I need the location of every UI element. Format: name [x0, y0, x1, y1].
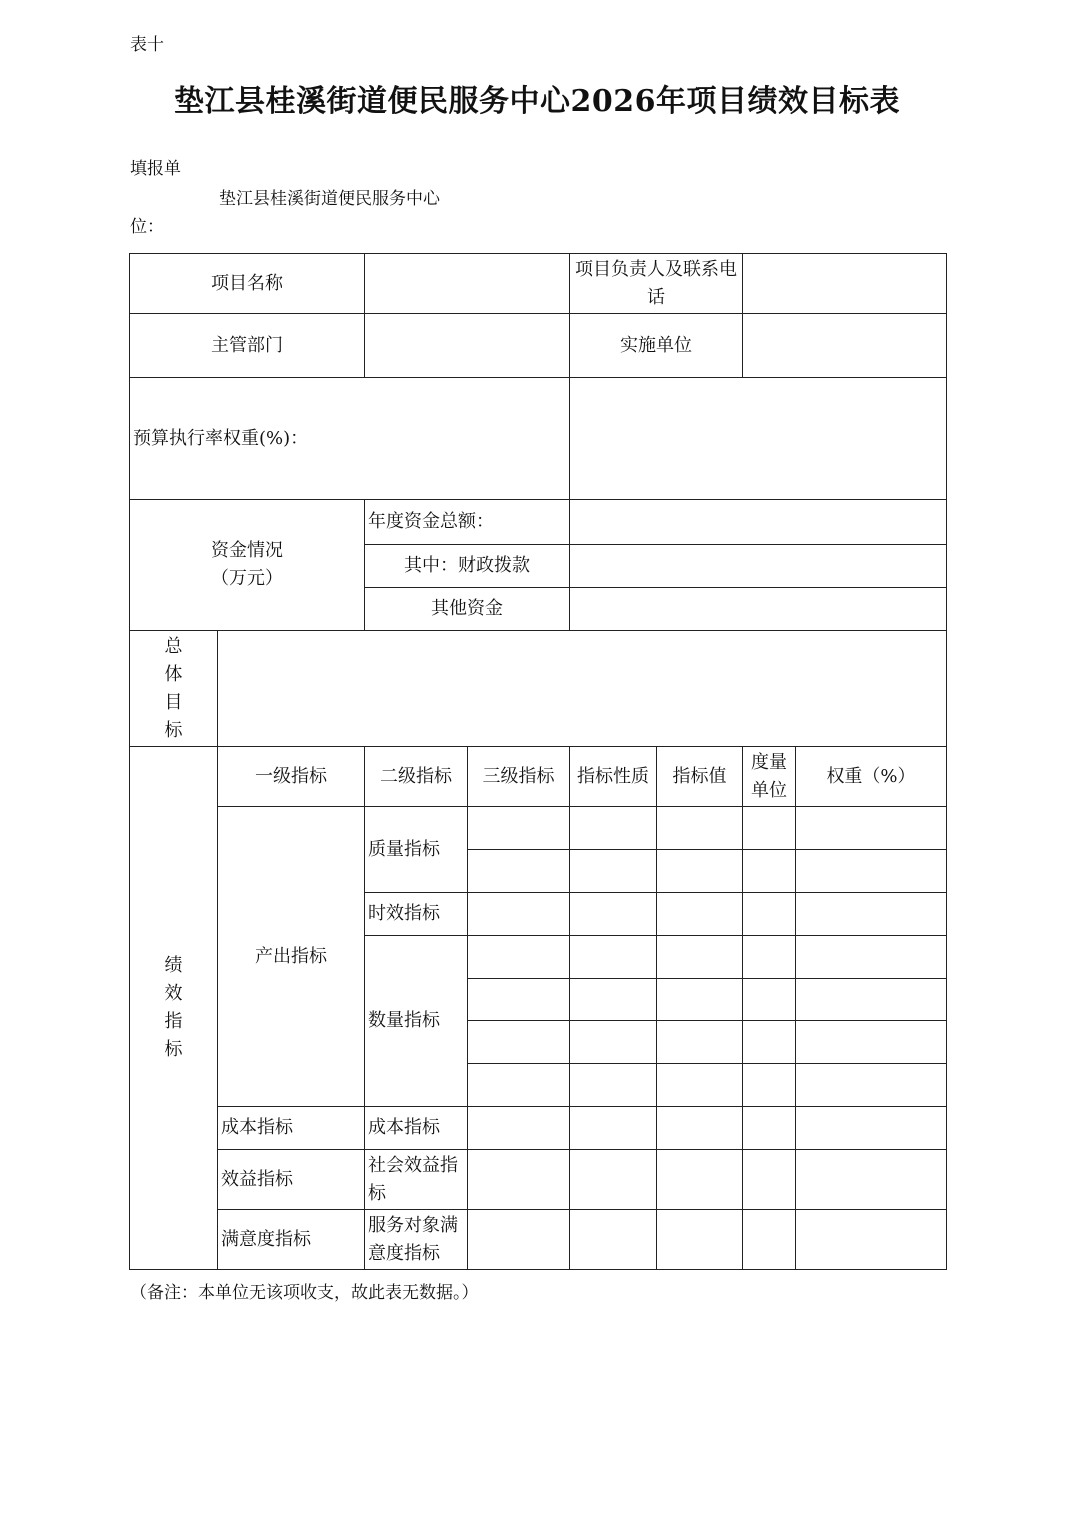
cell: [657, 979, 743, 1021]
header-value: 指标值: [657, 747, 743, 807]
dept-value: [365, 314, 570, 378]
cell: [796, 893, 947, 936]
funds-label-text: 资金情况（万元）: [211, 540, 283, 589]
cell: [468, 850, 570, 893]
cell: [468, 1107, 570, 1150]
cell: [796, 979, 947, 1021]
quantity-indicator-label: 数量指标: [365, 936, 468, 1107]
cell: [796, 807, 947, 850]
cell: [796, 936, 947, 979]
header-weight: 权重（%）: [796, 747, 947, 807]
satisfaction-level1-label: 满意度指标: [218, 1210, 365, 1270]
funds-fiscal-label: 其中：财政拨款: [365, 545, 570, 588]
cell: [743, 1210, 796, 1270]
project-name-label: 项目名称: [130, 254, 365, 314]
impl-value: [743, 314, 947, 378]
filler-label-line1: 填报单: [130, 159, 181, 179]
document-title: 垫江县桂溪街道便民服务中心2026年项目绩效目标表: [174, 84, 900, 119]
header-level2: 二级指标: [365, 747, 468, 807]
funds-total-value: [570, 500, 947, 545]
cell: [468, 807, 570, 850]
header-level3: 三级指标: [468, 747, 570, 807]
budget-rate-value: [570, 378, 947, 500]
cell: [743, 936, 796, 979]
cell: [743, 807, 796, 850]
cell: [657, 936, 743, 979]
cell: [657, 1064, 743, 1107]
performance-target-table: [129, 253, 947, 1270]
header-level1: 一级指标: [218, 747, 365, 807]
perf-indicator-text: 绩效指标: [164, 955, 183, 1060]
filler-label-line2: 位：: [130, 217, 164, 237]
funds-fiscal-value: [570, 545, 947, 588]
cell: [570, 1210, 657, 1270]
benefit-level1-label: 效益指标: [218, 1150, 365, 1210]
cell: [468, 1210, 570, 1270]
benefit-level2-label: 社会效益指标: [365, 1150, 468, 1210]
cost-level2-label: 成本指标: [365, 1107, 468, 1150]
cell: [743, 1150, 796, 1210]
funds-label: [130, 500, 365, 631]
cell: [468, 1064, 570, 1107]
impl-label: 实施单位: [570, 314, 743, 378]
dept-label: 主管部门: [130, 314, 365, 378]
overall-goal-value: [218, 631, 947, 747]
project-name-value: [365, 254, 570, 314]
output-indicator-label: 产出指标: [218, 807, 365, 1107]
header-nature: 指标性质: [570, 747, 657, 807]
cell: [743, 850, 796, 893]
cell: [468, 936, 570, 979]
cell: [796, 1021, 947, 1064]
cell: [468, 1021, 570, 1064]
cell: [743, 893, 796, 936]
contact-value: [743, 254, 947, 314]
perf-indicator-label: [130, 747, 218, 1270]
cell: [468, 893, 570, 936]
cell: [570, 979, 657, 1021]
cell: [743, 979, 796, 1021]
cell: [468, 1150, 570, 1210]
overall-goal-label: [130, 631, 218, 747]
cell: [796, 850, 947, 893]
timeliness-indicator-label: 时效指标: [365, 893, 468, 936]
funds-total-label: 年度资金总额：: [365, 500, 570, 545]
remark-note: （备注：本单位无该项收支，故此表无数据。）: [130, 1283, 479, 1303]
funds-other-value: [570, 588, 947, 631]
satisfaction-level2-label: 服务对象满意度指标: [365, 1210, 468, 1270]
cell: [796, 1210, 947, 1270]
budget-rate-label: 预算执行率权重(%)：: [130, 378, 570, 500]
cell: [570, 1150, 657, 1210]
cell: [657, 1210, 743, 1270]
cell: [657, 850, 743, 893]
cell: [657, 1107, 743, 1150]
filler-unit-value: 垫江县桂溪街道便民服务中心: [219, 189, 440, 209]
cell: [570, 893, 657, 936]
cell: [743, 1021, 796, 1064]
table-label: 表十: [130, 35, 164, 55]
cell: [570, 1064, 657, 1107]
cell: [657, 1021, 743, 1064]
contact-label: 项目负责人及联系电话: [570, 254, 743, 314]
quality-indicator-label: 质量指标: [365, 807, 468, 893]
cell: [743, 1107, 796, 1150]
cell: [657, 1150, 743, 1210]
overall-goal-text: 总体目标: [164, 635, 183, 741]
cell: [796, 1107, 947, 1150]
cell: [743, 1064, 796, 1107]
cell: [796, 1064, 947, 1107]
header-unit: 度量单位: [743, 747, 796, 807]
cell: [570, 850, 657, 893]
cell: [570, 1107, 657, 1150]
cell: [657, 807, 743, 850]
cell: [570, 936, 657, 979]
cell: [796, 1150, 947, 1210]
cell: [570, 1021, 657, 1064]
cell: [570, 807, 657, 850]
funds-other-label: 其他资金: [365, 588, 570, 631]
cell: [657, 893, 743, 936]
cell: [468, 979, 570, 1021]
cost-level1-label: 成本指标: [218, 1107, 365, 1150]
